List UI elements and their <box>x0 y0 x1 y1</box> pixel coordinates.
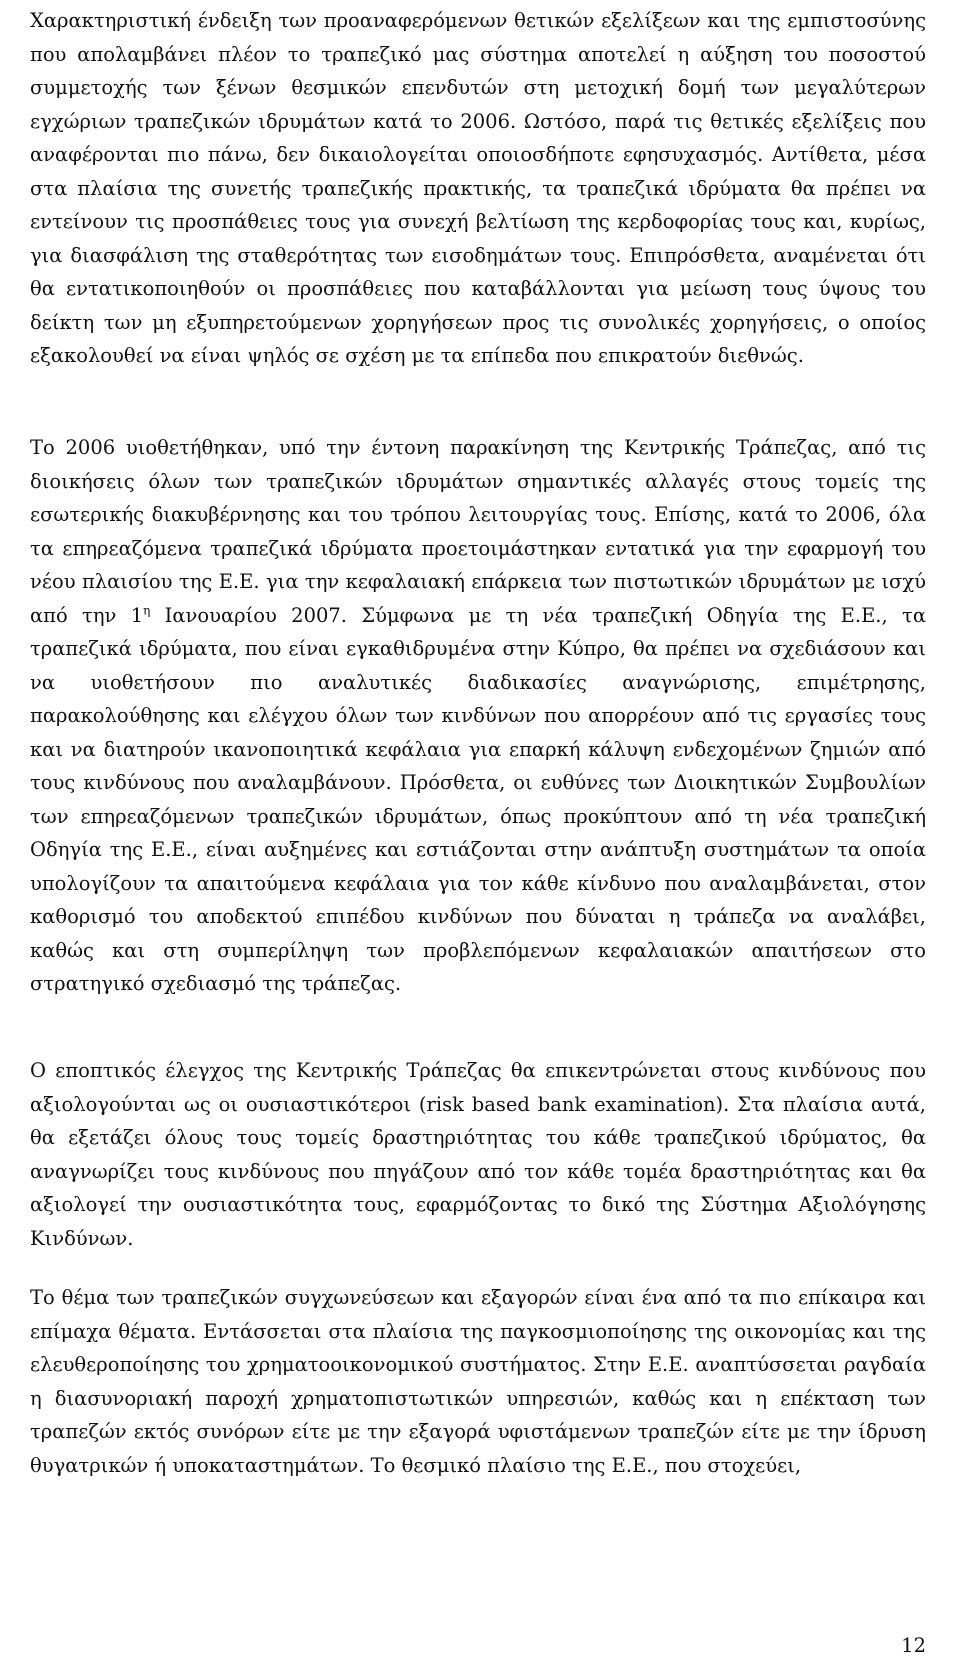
paragraph-1-text: Χαρακτηριστική ένδειξη των προαναφερόμενων θετικών εξελίξεων και της εμπιστοσύνης που απολαμβάνει πλέον το τραπεζικό μας σύστημα αποτελεί η αύξηση του ποσοστού συμμετοχής των ξένων θεσμικών επενδυτών στη μετοχική δομή των μεγαλύτερων εγχώριων τραπεζικών ιδρυμάτων κατά το 2006. Ωστόσο, παρά τις θετικές εξελίξεις που αναφέρονται πιο πάνω, δεν δικαιολογείται οποιοσδήποτε εφησυχασμός. Αντίθετα, μέσα στα πλαίσια της συνετής τραπεζικής πρακτικής, τα τραπεζικά ιδρύματα θα πρέπει να εντείνουν τις προσπάθειες τους για συνεχή βελτίωση της κερδοφορίας τους και, κυρίως, για διασφάλιση της σταθερότητας των εισοδημάτων τους. Επιπρόσθετα, αναμένεται ότι θα εντατικοποιηθούν οι προσπάθειες που καταβάλλονται για μείωση τους ύψους του δείκτη των μη εξυπηρετούμενων χορηγήσεων προς τις συνολικές χορηγήσεις, ο οποίος εξακολουθεί να είναι ψηλός σε σχέση με τα επίπεδα που επικρατούν διεθνώς. <box>30 9 926 367</box>
paragraph-4 <box>30 1281 926 1482</box>
paragraph-3-text: Ο εποπτικός έλεγχος της Κεντρικής Τράπεζας θα επικεντρώνεται στους κινδύνους που αξιολογούνται ως οι ουσιαστικότεροι (risk based bank examination). Στα πλαίσια αυτά, θα εξετάζει όλους τους τομείς δραστηριότητας του κάθε τραπεζικού ιδρύματος, θα αναγνωρίζει τους κινδύνους που πηγάζουν από τον κάθε τομέα δραστηριότητας και θα αξιολογεί την ουσιαστικότητα τους, εφαρμόζοντας το δικό της Σύστημα Αξιολόγησης Κινδύνων. <box>30 1059 926 1250</box>
paragraph-2 <box>30 431 926 1001</box>
paragraph-3 <box>30 1054 926 1255</box>
paragraph-2-text-start: Το 2006 υιοθετήθηκαν, υπό την έντονη παρακίνηση της Κεντρικής Τράπεζας, από τις διοικήσεις όλων των τραπεζικών ιδρυμάτων σημαντικές αλλαγές στους τομείς της εσωτερικής διακυβέρνησης και του τρόπου λειτουργίας τους. Επίσης, κατά το 2006, όλα τα επηρεαζόμενα τραπεζικά ιδρύματα προετοιμάστηκαν εντατικά για την εφαρμογή του νέου πλαισίου της Ε.Ε. για την κεφαλαιακή επάρκεια των πιστωτικών ιδρυμάτων με ισχύ από την 1 <box>30 436 926 627</box>
page-number: 12 <box>901 1634 926 1657</box>
paragraph-4-text: Το θέμα των τραπεζικών συγχωνεύσεων και εξαγορών είναι ένα από τα πιο επίκαιρα και επίμαχα θέματα. Εντάσσεται στα πλαίσια της παγκοσμιοποίησης της οικονομίας και της ελευθεροποίησης του χρηματοοικονομικού συστήματος. Στην Ε.Ε. αναπτύσσεται ραγδαία η διασυνοριακή παροχή χρηματοπιστωτικών υπηρεσιών, καθώς και η επέκταση των τραπεζών εκτός συνόρων είτε με την εξαγορά υφιστάμενων τραπεζών είτε με την ίδρυση θυγατρικών ή υποκαταστημάτων. Το θεσμικό πλαίσιο της Ε.Ε., που στοχεύει, <box>30 1286 926 1477</box>
paragraph-2-text-end: Ιανουαρίου 2007. Σύμφωνα με τη νέα τραπεζική Οδηγία της Ε.Ε., τα τραπεζικά ιδρύματα, που είναι εγκαθιδρυμένα στην Κύπρο, θα πρέπει να σχεδιάσουν και να υιοθετήσουν πιο αναλυτικές διαδικασίες αναγνώρισης, επιμέτρησης, παρακολούθησης και ελέγχου όλων των κινδύνων που απορρέουν από τις εργασίες τους και να διατηρούν ικανοποιητικά κεφάλαια για επαρκή κάλυψη ενδεχομένων ζημιών από τους κινδύνους που αναλαμβάνουν. Πρόσθετα, οι ευθύνες των Διοικητικών Συμβουλίων των επηρεαζόμενων τραπεζικών ιδρυμάτων, όπως προκύπτουν από τη νέα τραπεζική Οδηγία της Ε.Ε., είναι αυξημένες και εστιάζονται στην ανάπτυξη συστημάτων τα οποία υπολογίζουν τα απαιτούμενα κεφάλαια για τον κάθε κίνδυνο που αναλαμβάνεται, στον καθορισμό του αποδεκτού επιπέδου κινδύνων που δύναται η τράπεζα να αναλάβει, καθώς και στη συμπερίληψη των προβλεπόμενων κεφαλαιακών απαιτήσεων στο στρατηγικό σχεδιασμό της τράπεζας. <box>30 603 926 995</box>
ordinal-superscript: η <box>143 603 151 617</box>
paragraph-1 <box>30 4 926 373</box>
